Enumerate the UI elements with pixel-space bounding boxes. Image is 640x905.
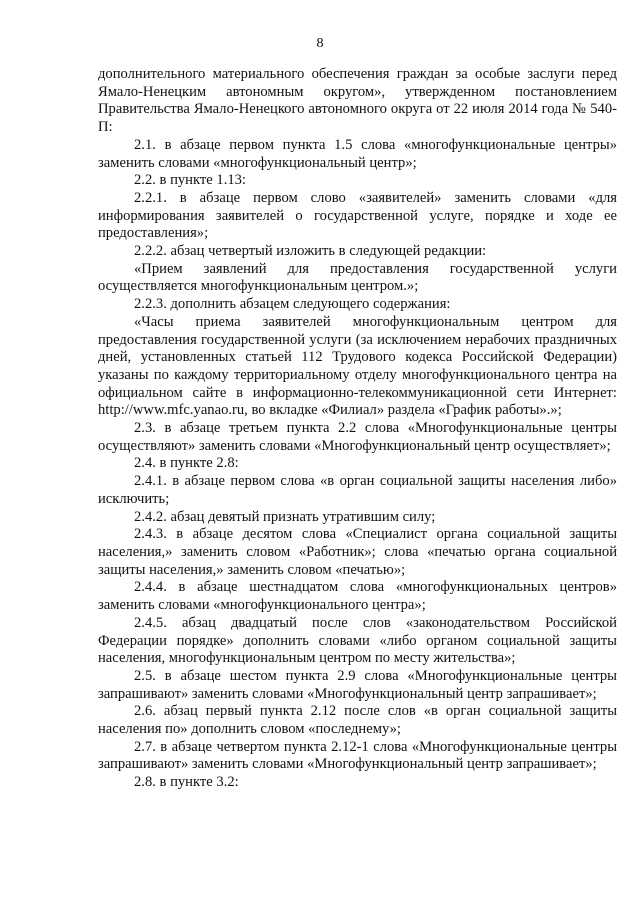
page-number: 8 xyxy=(316,36,324,51)
paragraph: 2.2.1. в абзаце первом слово «заявителей» заменить словами «для информирования заявителей о государственной услуге, порядке и ходе ее предоставления»; xyxy=(98,189,617,242)
paragraph: 2.4.5. абзац двадцатый после слов «законодательством Российской Федерации порядке» дополнить словами «либо органом социальной защиты населения, многофункциональным центром по месту жительства»; xyxy=(98,614,617,667)
paragraph: дополнительного материального обеспечения граждан за особые заслуги перед Ямало-Ненецким автономным округом», утвержденном постановлением Правительства Ямало-Ненецкого автономного округа от 22 июля 2014 года № 540-П: xyxy=(98,66,617,136)
paragraph: 2.2.2. абзац четвертый изложить в следующей редакции: xyxy=(134,243,487,260)
paragraph: «Прием заявлений для предоставления государственной услуги осуществляется многофункциональным центром.»; xyxy=(98,260,617,295)
paragraph: 2.4.3. в абзаце десятом слова «Специалист органа социальной защиты населения,» заменить словом «Работник»; слова «печатью органа социальной защиты населения,» заменить словом «печатью»; xyxy=(98,526,617,578)
paragraph: 2.4.1. в абзаце первом слова «в орган социальной защиты населения либо» исключить; xyxy=(98,473,617,507)
paragraph: 2.2. в пункте 1.13: xyxy=(134,172,246,189)
paragraph: 2.4. в пункте 2.8: xyxy=(134,455,239,472)
paragraph: 2.1. в абзаце первом пункта 1.5 слова «многофункциональные центры» заменить словами «многофункциональный центр»; xyxy=(98,136,617,171)
document-body xyxy=(98,66,617,792)
paragraph: 2.6. абзац первый пункта 2.12 после слов «в орган социальной защиты населения по» дополнить словом «последнему»; xyxy=(98,703,617,738)
paragraph: 2.4.2. абзац девятый признать утратившим силу; xyxy=(134,508,436,525)
paragraph: 2.2.3. дополнить абзацем следующего содержания: xyxy=(134,296,451,313)
paragraph: 2.3. в абзаце третьем пункта 2.2 слова «Многофункциональные центры осуществляют» заменить словами «Многофункциональный центр осуществляет»; xyxy=(98,420,617,454)
paragraph: 2.8. в пункте 3.2: xyxy=(134,774,239,791)
paragraph: 2.5. в абзаце шестом пункта 2.9 слова «Многофункциональные центры запрашивают» заменить словами «Многофункциональный центр запрашивает»; xyxy=(98,667,617,702)
paragraph: «Часы приема заявителей многофункциональным центром для предоставления государственной услуги (за исключением нерабочих праздничных дней, установленных статьей 112 Трудового кодекса Российской Федерации) указаны по каждому территориальному отделу многофункционального центра на официальном сайте в информационно-телекоммуникационной сети Интернет: http://www.mfc.yanao.ru, во вкладке «Филиал» раздела «График работы».»; xyxy=(98,313,617,419)
paragraph: 2.4.4. в абзаце шестнадцатом слова «многофункциональных центров» заменить словами «многофункционального центра»; xyxy=(98,579,617,614)
paragraph: 2.7. в абзаце четвертом пункта 2.12-1 слова «Многофункциональные центры запрашивают» заменить словами «Многофункциональный центр запрашивает»; xyxy=(98,738,617,773)
